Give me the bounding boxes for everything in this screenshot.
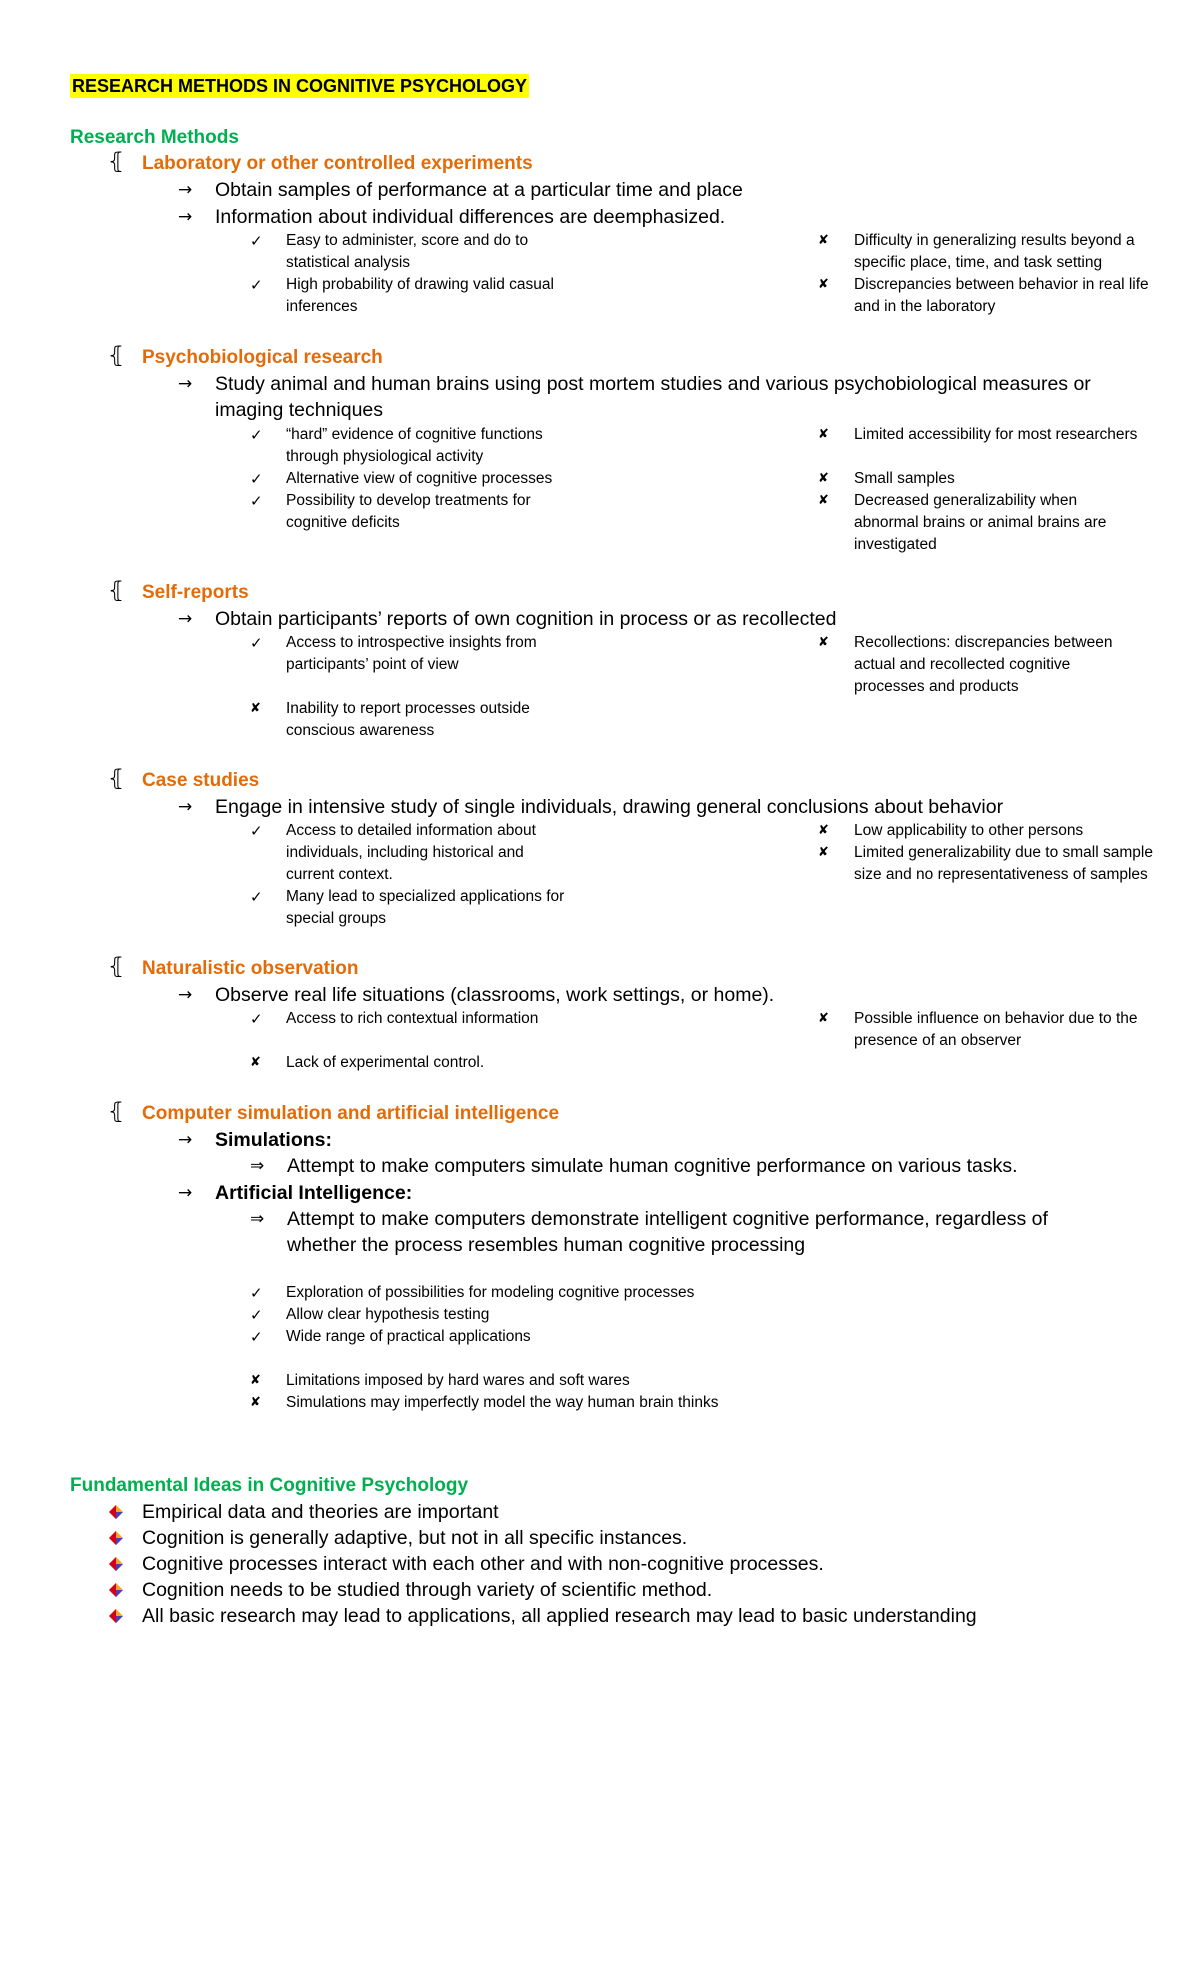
cross-icon: ✘	[818, 233, 829, 248]
right-arrow-icon: →	[178, 985, 193, 1005]
cross-icon: ✘	[818, 427, 829, 442]
cross-icon: ✘	[818, 471, 829, 486]
cross-icon: ✘	[818, 1011, 829, 1026]
check-icon: ✓	[250, 492, 263, 510]
cross-icon: ✘	[818, 823, 829, 838]
cross-icon: ✘	[250, 1055, 261, 1070]
right-arrow-icon: →	[178, 1130, 193, 1150]
brace-icon: ⦃	[108, 578, 125, 603]
cross-icon: ✘	[818, 635, 829, 650]
check-icon: ✓	[250, 1284, 263, 1302]
method-title: Psychobiological research	[142, 347, 383, 368]
double-arrow-icon: ⇒	[250, 1156, 265, 1176]
cross-icon: ✘	[250, 701, 261, 716]
method-title: Naturalistic observation	[142, 958, 359, 979]
cross-icon: ✘	[250, 1395, 261, 1410]
method-title: Laboratory or other controlled experiments	[142, 153, 533, 174]
cross-icon: ✘	[818, 277, 829, 292]
right-arrow-icon: →	[178, 1183, 193, 1203]
cross-icon: ✘	[250, 1373, 261, 1388]
colored-bullet-icon	[108, 1504, 124, 1520]
brace-icon: ⦃	[108, 1099, 125, 1124]
right-arrow-icon: →	[178, 797, 193, 817]
check-icon: ✓	[250, 1306, 263, 1324]
colored-bullet-icon	[108, 1608, 124, 1624]
document-page: RESEARCH METHODS IN COGNITIVE PSYCHOLOGY Research Methods ⦃ Laboratory or other controlled experiments → Obtain samples of performance at a particular time and place → Information about individual differences are deemphasized. ✓ Easy to administer, score and do to statistical analysis ✓ High probability of drawing valid casual inferences ✘ Difficulty in generalizing results beyond a specific place, time, and task setting ✘ Discrepancies between behavior in real life and in the laboratory ⦃ Psychobiological research → Study animal and human brains using post mortem studies and various psychobiological measures or imaging techniques ✓ “hard” evidence of cognitive functions through physiological activity ✓ Alternative view of cognitive processes ✓ Possibility to develop treatments for cognitive deficits ✘ Limited accessibility for most researchers ✘ Small samples ✘ Decreased generalizability when abnormal brains or animal brains are investigated ⦃ Self-reports → Obtain participants’ reports of own cognition in process or as recollected ✓ Access to introspective insights from participants’ point of view ✘ Inability to report processes outside conscious awareness ✘ Recollections: discrepancies between actual and recollected cognitive processes and products ⦃ Case studies → Engage in intensive study of single individuals, drawing general conclusions about behavior ✓ Access to detailed information about individuals, including historical and current context. ✓ Many lead to specialized applications for special groups ✘ Low applicability to other persons ✘ Limited generalizability due to small sample size and no representativeness of samples ⦃ Naturalistic observation → Observe real life situations (classrooms, work settings, or home). ✓ Access to rich contextual information ✘ Lack of experimental control. ✘ Possible influence on behavior due to the presence of an observer ⦃ Computer simulation and artificial intelligence → Simulations: ⇒ Attempt to make computers simulate human cognitive performance on various tasks. → Artificial Intelligence: ⇒ Attempt to make computers demonstrate intelligent cognitive performance, regardless of whether the process resembles human cognitive processing ✓ Exploration of possibilities for modeling cognitive processes ✓ Allow clear hypothesis testing ✓ Wide range of practical applications ✘ Limitations imposed by hard wares and soft wares ✘ Simulations may imperfectly model the way human brain thinks Fundamental Ideas in Cognitive Psychology Empirical data and theories are important Cognition is generally adaptive, but not in all specific instances. Cognitive processes interact with each other and with non-cognitive processes. Cognition needs to be studied through variety of scientific method. All basic research may lead to applications, all applied research may lead to basic understanding	[70, 76, 1153, 1627]
brace-icon: ⦃	[108, 343, 125, 368]
check-icon: ✓	[250, 822, 263, 840]
check-icon: ✓	[250, 888, 263, 906]
check-icon: ✓	[250, 470, 263, 488]
brace-icon: ⦃	[108, 149, 125, 174]
right-arrow-icon: →	[178, 207, 193, 227]
brace-icon: ⦃	[108, 766, 125, 791]
check-icon: ✓	[250, 1010, 263, 1028]
page-title: RESEARCH METHODS IN COGNITIVE PSYCHOLOGY	[72, 76, 528, 96]
check-icon: ✓	[250, 634, 263, 652]
cross-icon: ✘	[818, 845, 829, 860]
method-title: Case studies	[142, 770, 260, 791]
section-title-fundamental-ideas: Fundamental Ideas in Cognitive Psychology	[70, 1475, 469, 1496]
right-arrow-icon: →	[178, 180, 193, 200]
method-title: Self-reports	[142, 582, 249, 603]
method-title: Computer simulation and artificial intelligence	[142, 1103, 560, 1124]
colored-bullet-icon	[108, 1530, 124, 1546]
check-icon: ✓	[250, 426, 263, 444]
check-icon: ✓	[250, 1328, 263, 1346]
check-icon: ✓	[250, 276, 263, 294]
cross-icon: ✘	[818, 493, 829, 508]
check-icon: ✓	[250, 232, 263, 250]
right-arrow-icon: →	[178, 609, 193, 629]
colored-bullet-icon	[108, 1556, 124, 1572]
brace-icon: ⦃	[108, 954, 125, 979]
section-title-research-methods: Research Methods	[70, 127, 239, 148]
right-arrow-icon: →	[178, 374, 193, 394]
colored-bullet-icon	[108, 1582, 124, 1598]
double-arrow-icon: ⇒	[250, 1209, 265, 1229]
